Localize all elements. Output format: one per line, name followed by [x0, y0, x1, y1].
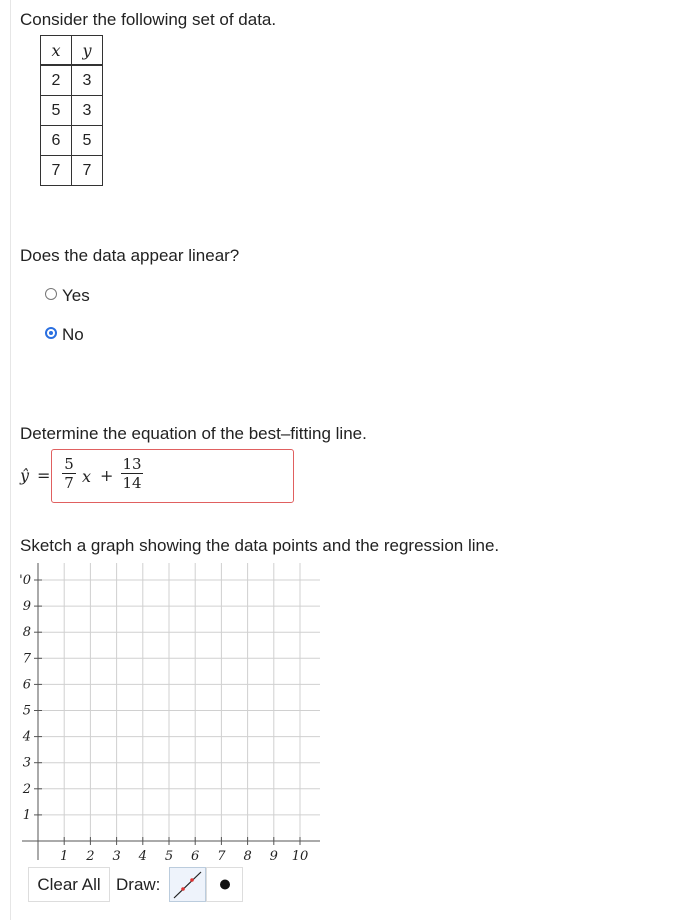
intercept-fraction [121, 455, 143, 492]
y-tick-label: 6 [22, 677, 31, 693]
table-row [41, 126, 103, 156]
x-tick-label: 6 [191, 849, 200, 864]
y-hat-symbol: ŷ [20, 466, 30, 485]
y-tick-label: 2 [22, 781, 31, 797]
option-yes-label: Yes [62, 286, 90, 305]
point-tool-button[interactable] [206, 867, 243, 902]
table-row [41, 96, 103, 126]
y-tick-label: 8 [22, 625, 31, 641]
table-cell: 5 [72, 126, 103, 156]
radio-yes[interactable] [45, 288, 57, 300]
y-tick-label: 7 [22, 651, 31, 667]
table-cell: 3 [72, 96, 103, 126]
y-tick-labels [19, 573, 32, 823]
line-tool-button[interactable] [169, 867, 206, 902]
data-table [40, 35, 103, 186]
slope-numerator: 5 [64, 455, 74, 473]
question-graph-prompt: Sketch a graph showing the data points and the regression line. [20, 536, 500, 555]
option-no-label: No [62, 325, 84, 344]
table-cell: 5 [41, 96, 72, 126]
header-y: y [72, 36, 103, 66]
x-tick-labels [60, 849, 308, 864]
question-equation-prompt: Determine the equation of the best–fitting line. [20, 424, 367, 443]
question-linear-prompt: Does the data appear linear? [20, 246, 240, 265]
clear-all-button[interactable]: Clear All [28, 867, 110, 902]
equation-answer-input[interactable] [51, 449, 294, 503]
intercept-denominator: 14 [122, 474, 142, 492]
table-cell: 2 [41, 65, 72, 96]
equals-sign: = [37, 466, 51, 485]
x-tick-label: 1 [60, 849, 69, 864]
slope-denominator: 7 [64, 474, 74, 492]
draw-label: Draw: [116, 875, 161, 894]
table-cell: 3 [72, 65, 103, 96]
table-row [41, 65, 103, 96]
x-tick-label: 4 [138, 849, 147, 864]
plus-sign: + [100, 466, 114, 485]
x-tick-label: 5 [164, 849, 174, 864]
intercept-numerator: 13 [122, 455, 142, 473]
y-tick-label: '0 [19, 573, 31, 588]
table-row [41, 156, 103, 186]
y-tick-label: 4 [22, 729, 31, 745]
y-tick-label: 1 [22, 807, 31, 823]
y-tick-label: 3 [22, 755, 31, 771]
variable-x: x [82, 467, 92, 486]
table-header-row [41, 36, 103, 66]
x-tick-label: 2 [86, 849, 95, 864]
table-cell: 7 [41, 156, 72, 186]
x-tick-label: 9 [269, 849, 278, 864]
radio-no[interactable] [45, 327, 57, 339]
x-tick-label: 10 [291, 849, 309, 864]
graph-canvas[interactable] [0, 555, 340, 865]
y-tick-label: 5 [22, 703, 31, 719]
x-tick-label: 7 [217, 849, 226, 864]
y-tick-label: 9 [22, 599, 31, 615]
line-tool-icon [170, 868, 205, 901]
slope-fraction [62, 455, 76, 492]
x-tick-label: 3 [112, 849, 121, 864]
table-cell: 7 [72, 156, 103, 186]
axes [22, 563, 320, 860]
table-cell: 6 [41, 126, 72, 156]
point-tool-icon [207, 868, 242, 901]
intro-text: Consider the following set of data. [20, 10, 277, 29]
option-yes[interactable] [44, 286, 104, 306]
option-no[interactable] [44, 325, 104, 345]
x-tick-label: 8 [243, 849, 252, 864]
header-x: x [41, 36, 72, 66]
grid-lines [38, 563, 320, 841]
